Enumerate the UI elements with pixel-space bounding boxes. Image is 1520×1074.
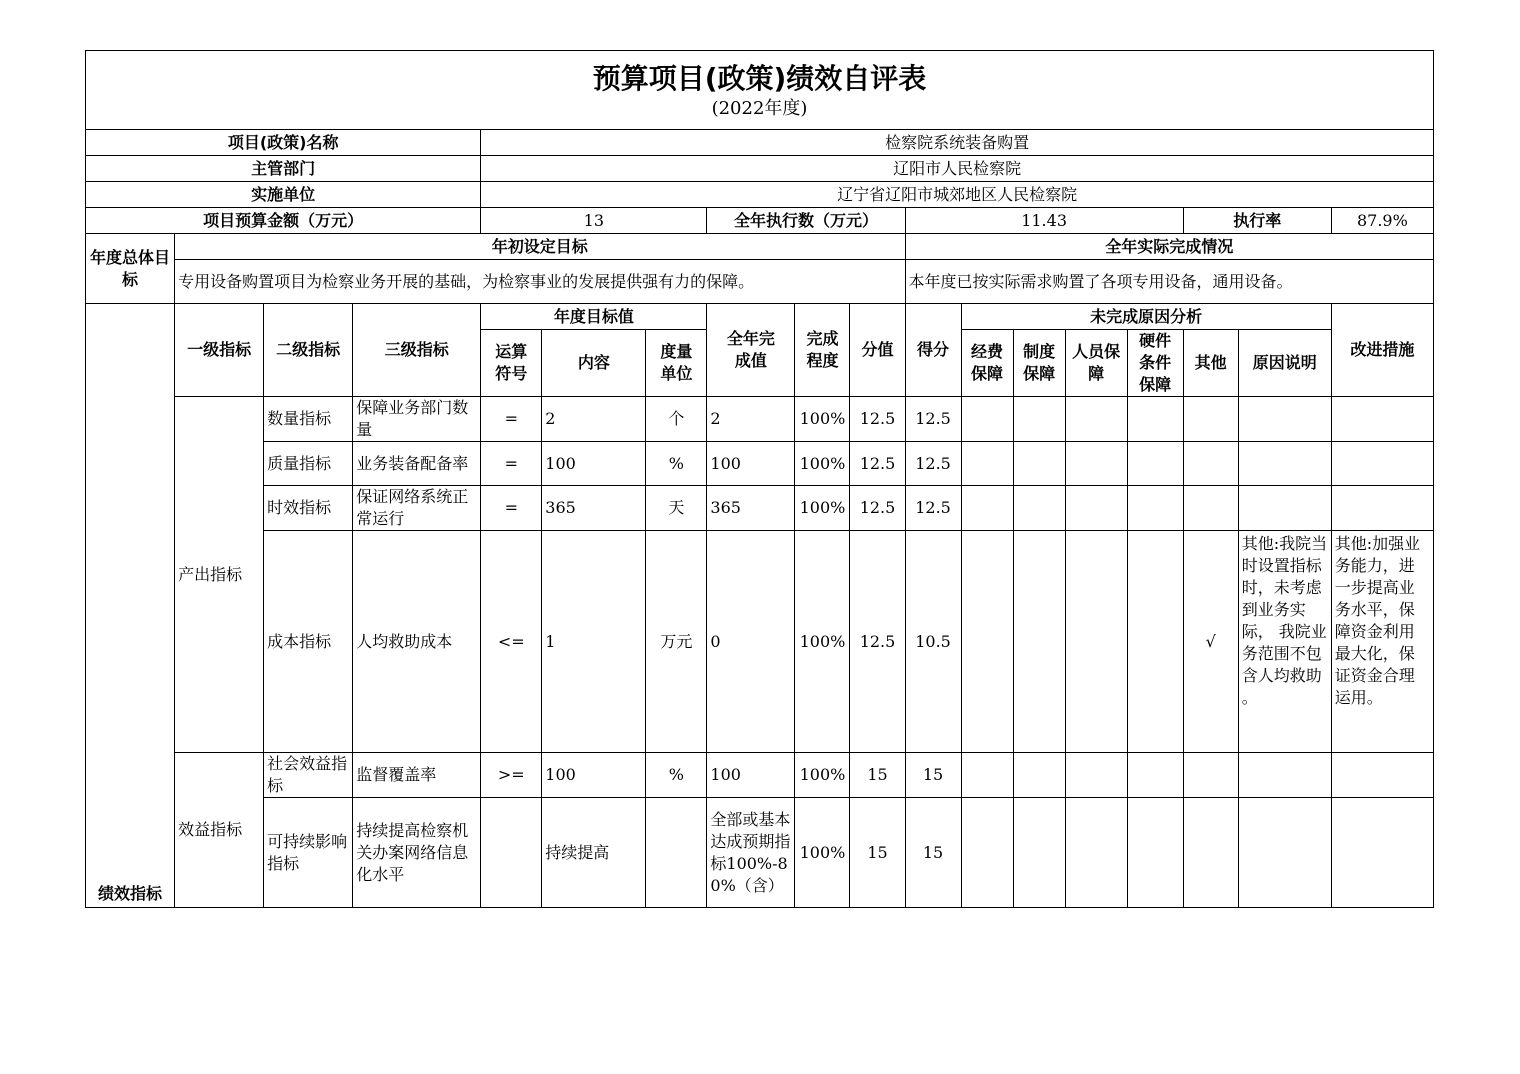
- other-cell: [1183, 753, 1238, 798]
- hardware-cell: [1127, 753, 1183, 798]
- execution-rate-label: 执行率: [1183, 208, 1331, 234]
- self-evaluation-table: [85, 50, 1434, 908]
- operator-cell: [481, 798, 542, 908]
- unit-cell: 个: [646, 397, 707, 442]
- improvement-cell: [1331, 798, 1433, 908]
- content-cell: 持续提高: [542, 798, 646, 908]
- annual-value-cell: 全部或基本达成预期指标100%-80%（含）: [707, 798, 795, 908]
- level3-cell: 监督覆盖率: [353, 753, 481, 798]
- operator-header: 运算符号: [481, 330, 542, 397]
- points-cell: 12.5: [850, 531, 905, 753]
- score-cell: 12.5: [905, 442, 961, 486]
- system-cell: [1013, 798, 1065, 908]
- points-cell: 12.5: [850, 397, 905, 442]
- score-header: 得分: [905, 304, 961, 397]
- system-header: 制度保障: [1013, 330, 1065, 397]
- points-cell: 15: [850, 798, 905, 908]
- completion-cell: 100%: [795, 753, 850, 798]
- hardware-cell: [1127, 531, 1183, 753]
- benefit-indicator-group: 效益指标: [175, 753, 264, 908]
- hardware-cell: [1127, 486, 1183, 531]
- reason-cell: [1238, 753, 1331, 798]
- funding-cell: [961, 798, 1013, 908]
- annual-value-cell: 365: [707, 486, 795, 531]
- other-cell: [1183, 798, 1238, 908]
- implementing-unit-label: 实施单位: [86, 182, 481, 208]
- hardware-cell: [1127, 397, 1183, 442]
- level1-header: 一级指标: [175, 304, 264, 397]
- fiscal-year: (2022年度): [711, 98, 808, 119]
- points-cell: 12.5: [850, 442, 905, 486]
- output-indicator-group: 产出指标: [175, 397, 264, 753]
- hardware-header: 硬件条件保障: [1127, 330, 1183, 397]
- other-checkmark: √: [1183, 531, 1238, 753]
- actual-completion-header: 全年实际完成情况: [905, 234, 1433, 260]
- table-row: [86, 397, 1434, 442]
- funding-cell: [961, 397, 1013, 442]
- staff-cell: [1065, 798, 1127, 908]
- improvement-header: 改进措施: [1331, 304, 1433, 397]
- level2-cell: 质量指标: [264, 442, 353, 486]
- reason-header: 原因说明: [1238, 330, 1331, 397]
- unit-header: 度量单位: [646, 330, 707, 397]
- staff-header: 人员保障: [1065, 330, 1127, 397]
- unit-cell: [646, 798, 707, 908]
- content-cell: 2: [542, 397, 646, 442]
- unit-cell: 万元: [646, 531, 707, 753]
- annual-value-cell: 2: [707, 397, 795, 442]
- page-title: 预算项目(政策)绩效自评表: [592, 62, 927, 95]
- completion-cell: 100%: [795, 531, 850, 753]
- score-cell: 15: [905, 798, 961, 908]
- table-row: [86, 442, 1434, 486]
- level2-cell: 数量指标: [264, 397, 353, 442]
- completion-header: 完成程度: [795, 304, 850, 397]
- level2-header: 二级指标: [264, 304, 353, 397]
- score-cell: 15: [905, 753, 961, 798]
- system-cell: [1013, 753, 1065, 798]
- other-header: 其他: [1183, 330, 1238, 397]
- reason-cell: [1238, 798, 1331, 908]
- initial-goal-text: 专用设备购置项目为检察业务开展的基础，为检察事业的发展提供强有力的保障。: [175, 260, 905, 304]
- implementing-unit-value: 辽宁省辽阳市城郊地区人民检察院: [481, 182, 1434, 208]
- reason-analysis-header: 未完成原因分析: [961, 304, 1331, 330]
- content-cell: 100: [542, 753, 646, 798]
- content-cell: 100: [542, 442, 646, 486]
- budget-value: 13: [481, 208, 707, 234]
- level2-cell: 可持续影响指标: [264, 798, 353, 908]
- completion-cell: 100%: [795, 798, 850, 908]
- score-cell: 10.5: [905, 531, 961, 753]
- operator-cell: >=: [481, 753, 542, 798]
- system-cell: [1013, 397, 1065, 442]
- points-cell: 15: [850, 753, 905, 798]
- improvement-cell: [1331, 753, 1433, 798]
- level3-header: 三级指标: [353, 304, 481, 397]
- level2-cell: 社会效益指标: [264, 753, 353, 798]
- completion-cell: 100%: [795, 397, 850, 442]
- completion-cell: 100%: [795, 486, 850, 531]
- content-cell: 365: [542, 486, 646, 531]
- staff-cell: [1065, 753, 1127, 798]
- other-cell: [1183, 442, 1238, 486]
- funding-cell: [961, 486, 1013, 531]
- other-cell: [1183, 397, 1238, 442]
- staff-cell: [1065, 486, 1127, 531]
- reason-cell: 其他:我院当时设置指标时，未考虑到业务实际， 我院业务范围不包含人均救助 。: [1238, 531, 1331, 753]
- budget-label: 项目预算金额（万元）: [86, 208, 481, 234]
- performance-indicator-label: 绩效指标: [86, 304, 175, 908]
- department-label: 主管部门: [86, 156, 481, 182]
- level3-cell: 人均救助成本: [353, 531, 481, 753]
- funding-cell: [961, 753, 1013, 798]
- funding-cell: [961, 531, 1013, 753]
- unit-cell: %: [646, 442, 707, 486]
- system-cell: [1013, 442, 1065, 486]
- hardware-cell: [1127, 442, 1183, 486]
- table-row: [86, 753, 1434, 798]
- funding-header: 经费保障: [961, 330, 1013, 397]
- title-cell: [86, 51, 1434, 130]
- execution-rate-value: 87.9%: [1331, 208, 1433, 234]
- improvement-cell: [1331, 442, 1433, 486]
- actual-completion-text: 本年度已按实际需求购置了各项专用设备，通用设备。: [905, 260, 1433, 304]
- score-cell: 12.5: [905, 486, 961, 531]
- content-cell: 1: [542, 531, 646, 753]
- level3-cell: 保障业务部门数量: [353, 397, 481, 442]
- reason-cell: [1238, 442, 1331, 486]
- execution-value: 11.43: [905, 208, 1183, 234]
- table-row: [86, 486, 1434, 531]
- execution-label: 全年执行数（万元）: [707, 208, 905, 234]
- content-header: 内容: [542, 330, 646, 397]
- level2-cell: 时效指标: [264, 486, 353, 531]
- points-cell: 12.5: [850, 486, 905, 531]
- reason-cell: [1238, 397, 1331, 442]
- department-value: 辽阳市人民检察院: [481, 156, 1434, 182]
- points-header: 分值: [850, 304, 905, 397]
- project-name-value: 检察院系统装备购置: [481, 130, 1434, 156]
- system-cell: [1013, 486, 1065, 531]
- improvement-cell: 其他:加强业务能力，进一步提高业务水平，保障资金利用最大化，保证资金合理运用。: [1331, 531, 1433, 753]
- reason-cell: [1238, 486, 1331, 531]
- level3-cell: 持续提高检察机关办案网络信息化水平: [353, 798, 481, 908]
- project-name-label: 项目(政策)名称: [86, 130, 481, 156]
- system-cell: [1013, 531, 1065, 753]
- completion-cell: 100%: [795, 442, 850, 486]
- annual-value-cell: 0: [707, 531, 795, 753]
- unit-cell: 天: [646, 486, 707, 531]
- operator-cell: =: [481, 442, 542, 486]
- improvement-cell: [1331, 397, 1433, 442]
- target-group-header: 年度目标值: [481, 304, 707, 330]
- level3-cell: 业务装备配备率: [353, 442, 481, 486]
- table-row: [86, 531, 1434, 753]
- staff-cell: [1065, 397, 1127, 442]
- operator-cell: <=: [481, 531, 542, 753]
- level2-cell: 成本指标: [264, 531, 353, 753]
- annual-value-cell: 100: [707, 753, 795, 798]
- hardware-cell: [1127, 798, 1183, 908]
- level3-cell: 保证网络系统正常运行: [353, 486, 481, 531]
- table-row: [86, 798, 1434, 908]
- funding-cell: [961, 442, 1013, 486]
- improvement-cell: [1331, 486, 1433, 531]
- annual-value-header: 全年完成值: [707, 304, 795, 397]
- operator-cell: =: [481, 486, 542, 531]
- operator-cell: =: [481, 397, 542, 442]
- annual-goal-label: 年度总体目标: [86, 234, 175, 304]
- other-cell: [1183, 486, 1238, 531]
- initial-goal-header: 年初设定目标: [175, 234, 905, 260]
- unit-cell: %: [646, 753, 707, 798]
- annual-value-cell: 100: [707, 442, 795, 486]
- staff-cell: [1065, 442, 1127, 486]
- staff-cell: [1065, 531, 1127, 753]
- score-cell: 12.5: [905, 397, 961, 442]
